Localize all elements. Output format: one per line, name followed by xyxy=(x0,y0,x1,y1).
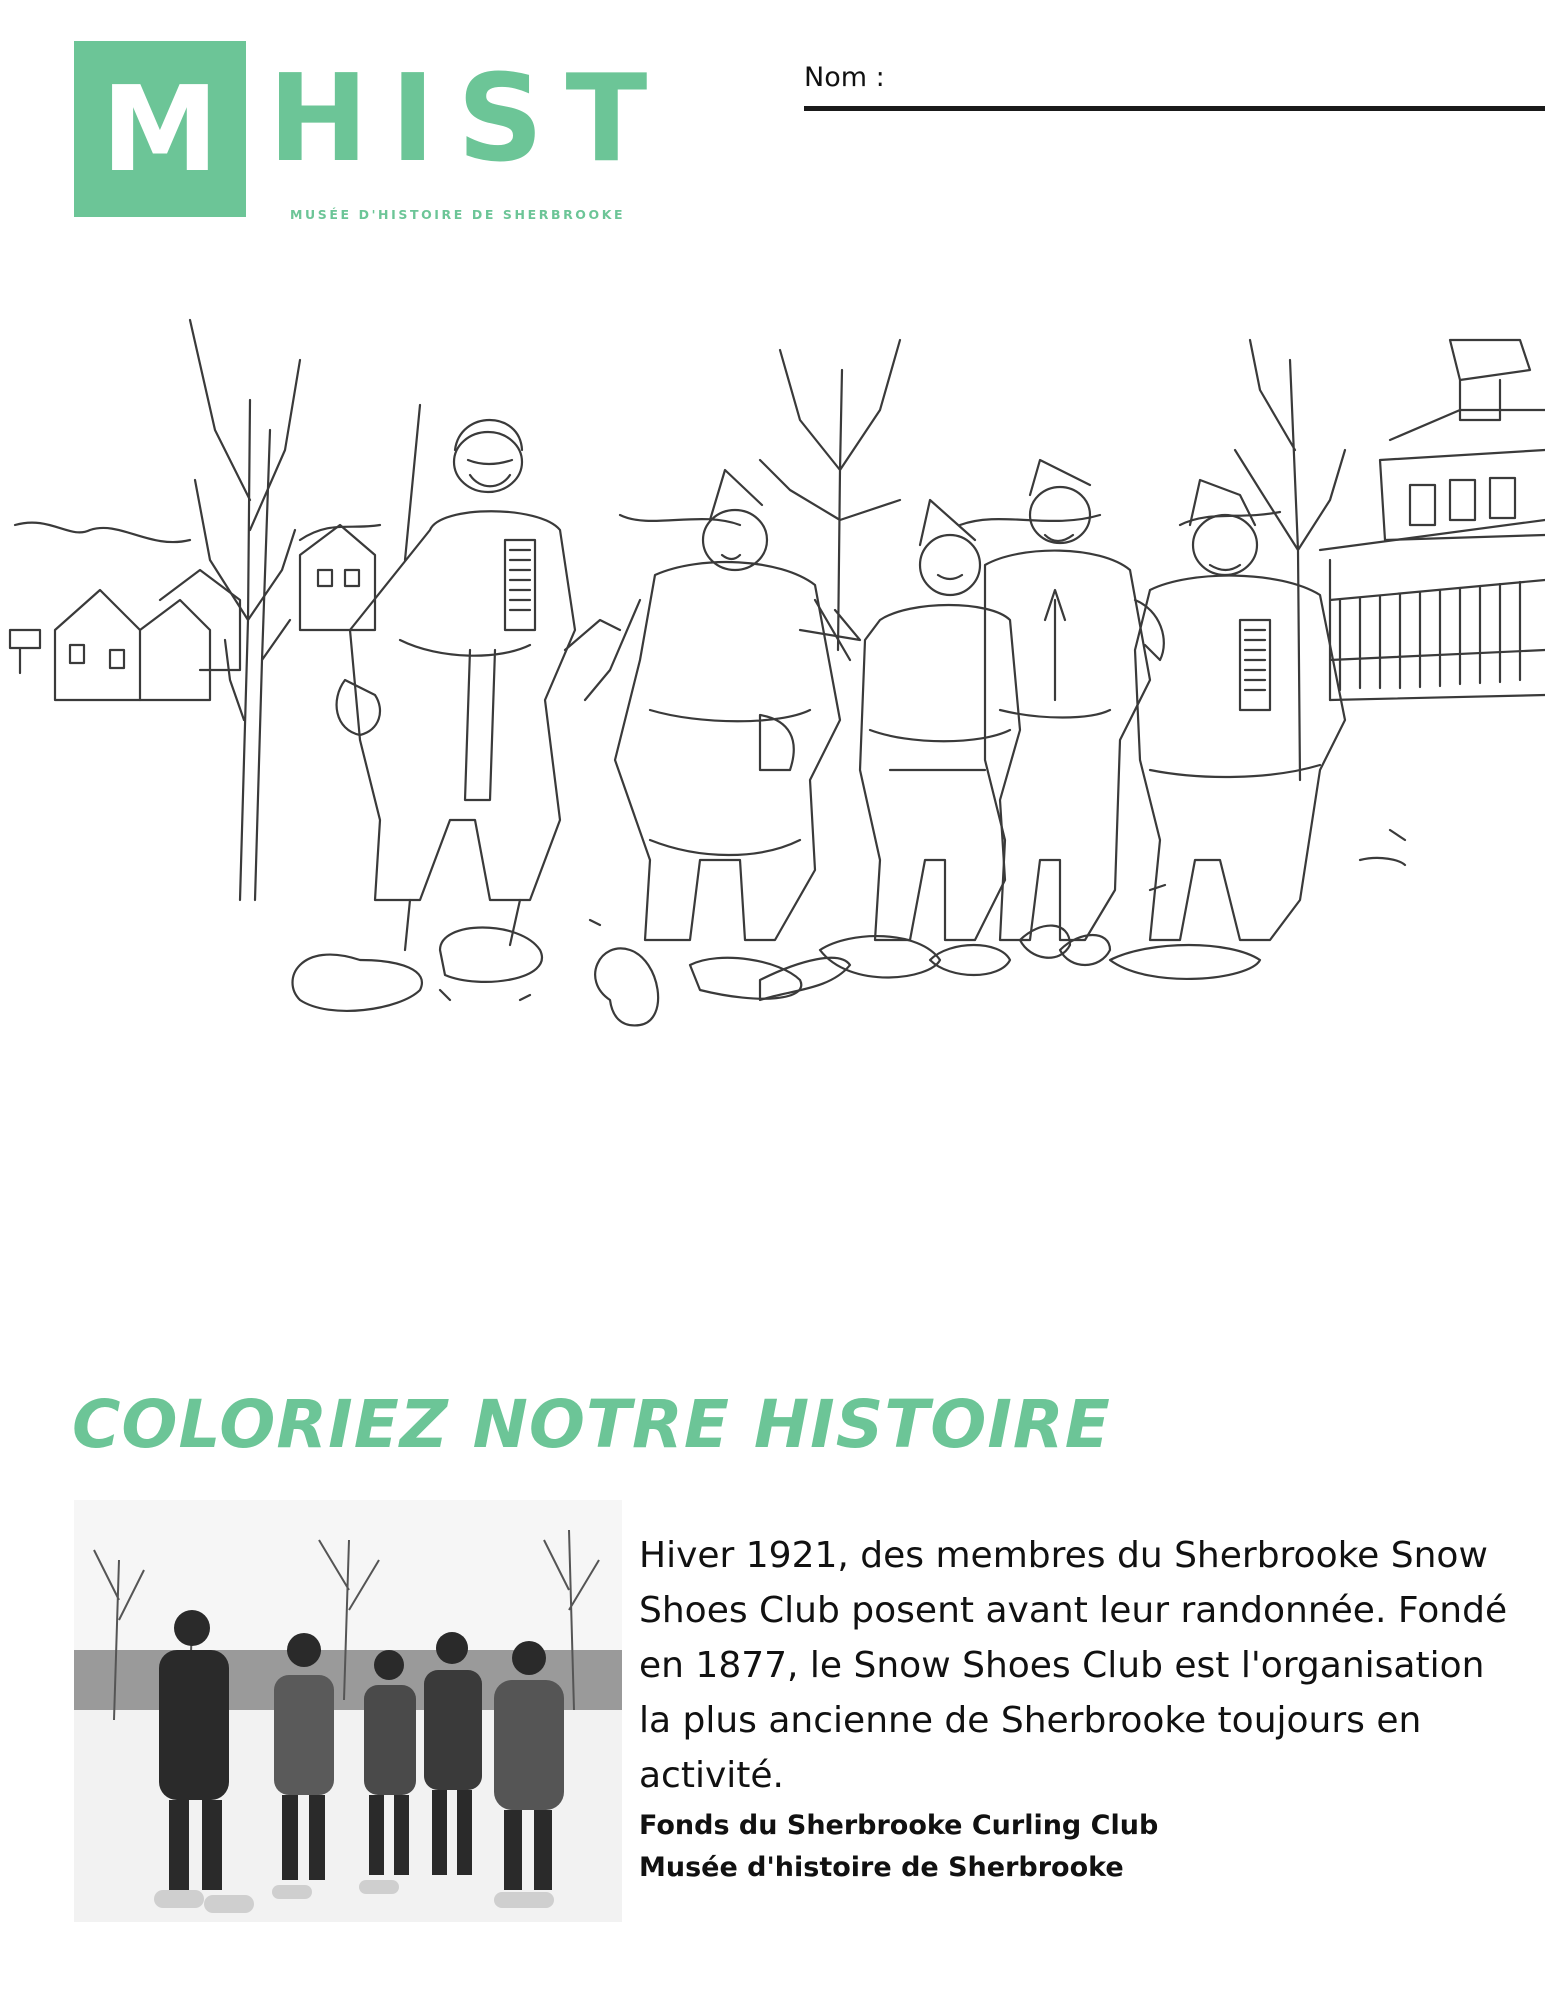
photo-credit xyxy=(639,1805,1158,1889)
snowshoer-2-icon xyxy=(585,470,850,1025)
historical-photo xyxy=(74,1500,622,1922)
snowshoer-1-icon xyxy=(293,405,621,1011)
coloring-drawing[interactable] xyxy=(0,300,1545,1270)
house-right-icon xyxy=(1320,340,1545,700)
tree-left-icon xyxy=(190,320,300,900)
logo-subtitle: MUSÉE D'HISTOIRE DE SHERBROOKE xyxy=(290,207,626,222)
logo-word: HIST xyxy=(268,50,670,189)
tree-center-icon xyxy=(760,340,900,650)
credit-line-2: Musée d'histoire de Sherbrooke xyxy=(639,1852,1124,1883)
name-input-line[interactable] xyxy=(804,106,1545,111)
snowshoer-3-icon xyxy=(800,500,1020,978)
logo-m-box xyxy=(74,41,246,217)
page-heading: COLORIEZ NOTRE HISTOIRE xyxy=(72,1386,1111,1463)
caption-text xyxy=(639,1528,1519,1803)
logo-letter: M xyxy=(101,60,219,198)
house-icon xyxy=(10,525,375,700)
credit-line-1: Fonds du Sherbrooke Curling Club xyxy=(639,1810,1159,1841)
caption-paragraph: Hiver 1921, des membres du Sherbrooke Snow Shoes Club posent avant leur randonnée. Fondé en 1877, le Snow Shoes Club est l'organisation la plus ancienne de Sherbrooke toujours en activité. xyxy=(639,1535,1508,1796)
snowshoer-5-icon xyxy=(1110,480,1405,979)
name-label: Nom : xyxy=(804,62,885,93)
